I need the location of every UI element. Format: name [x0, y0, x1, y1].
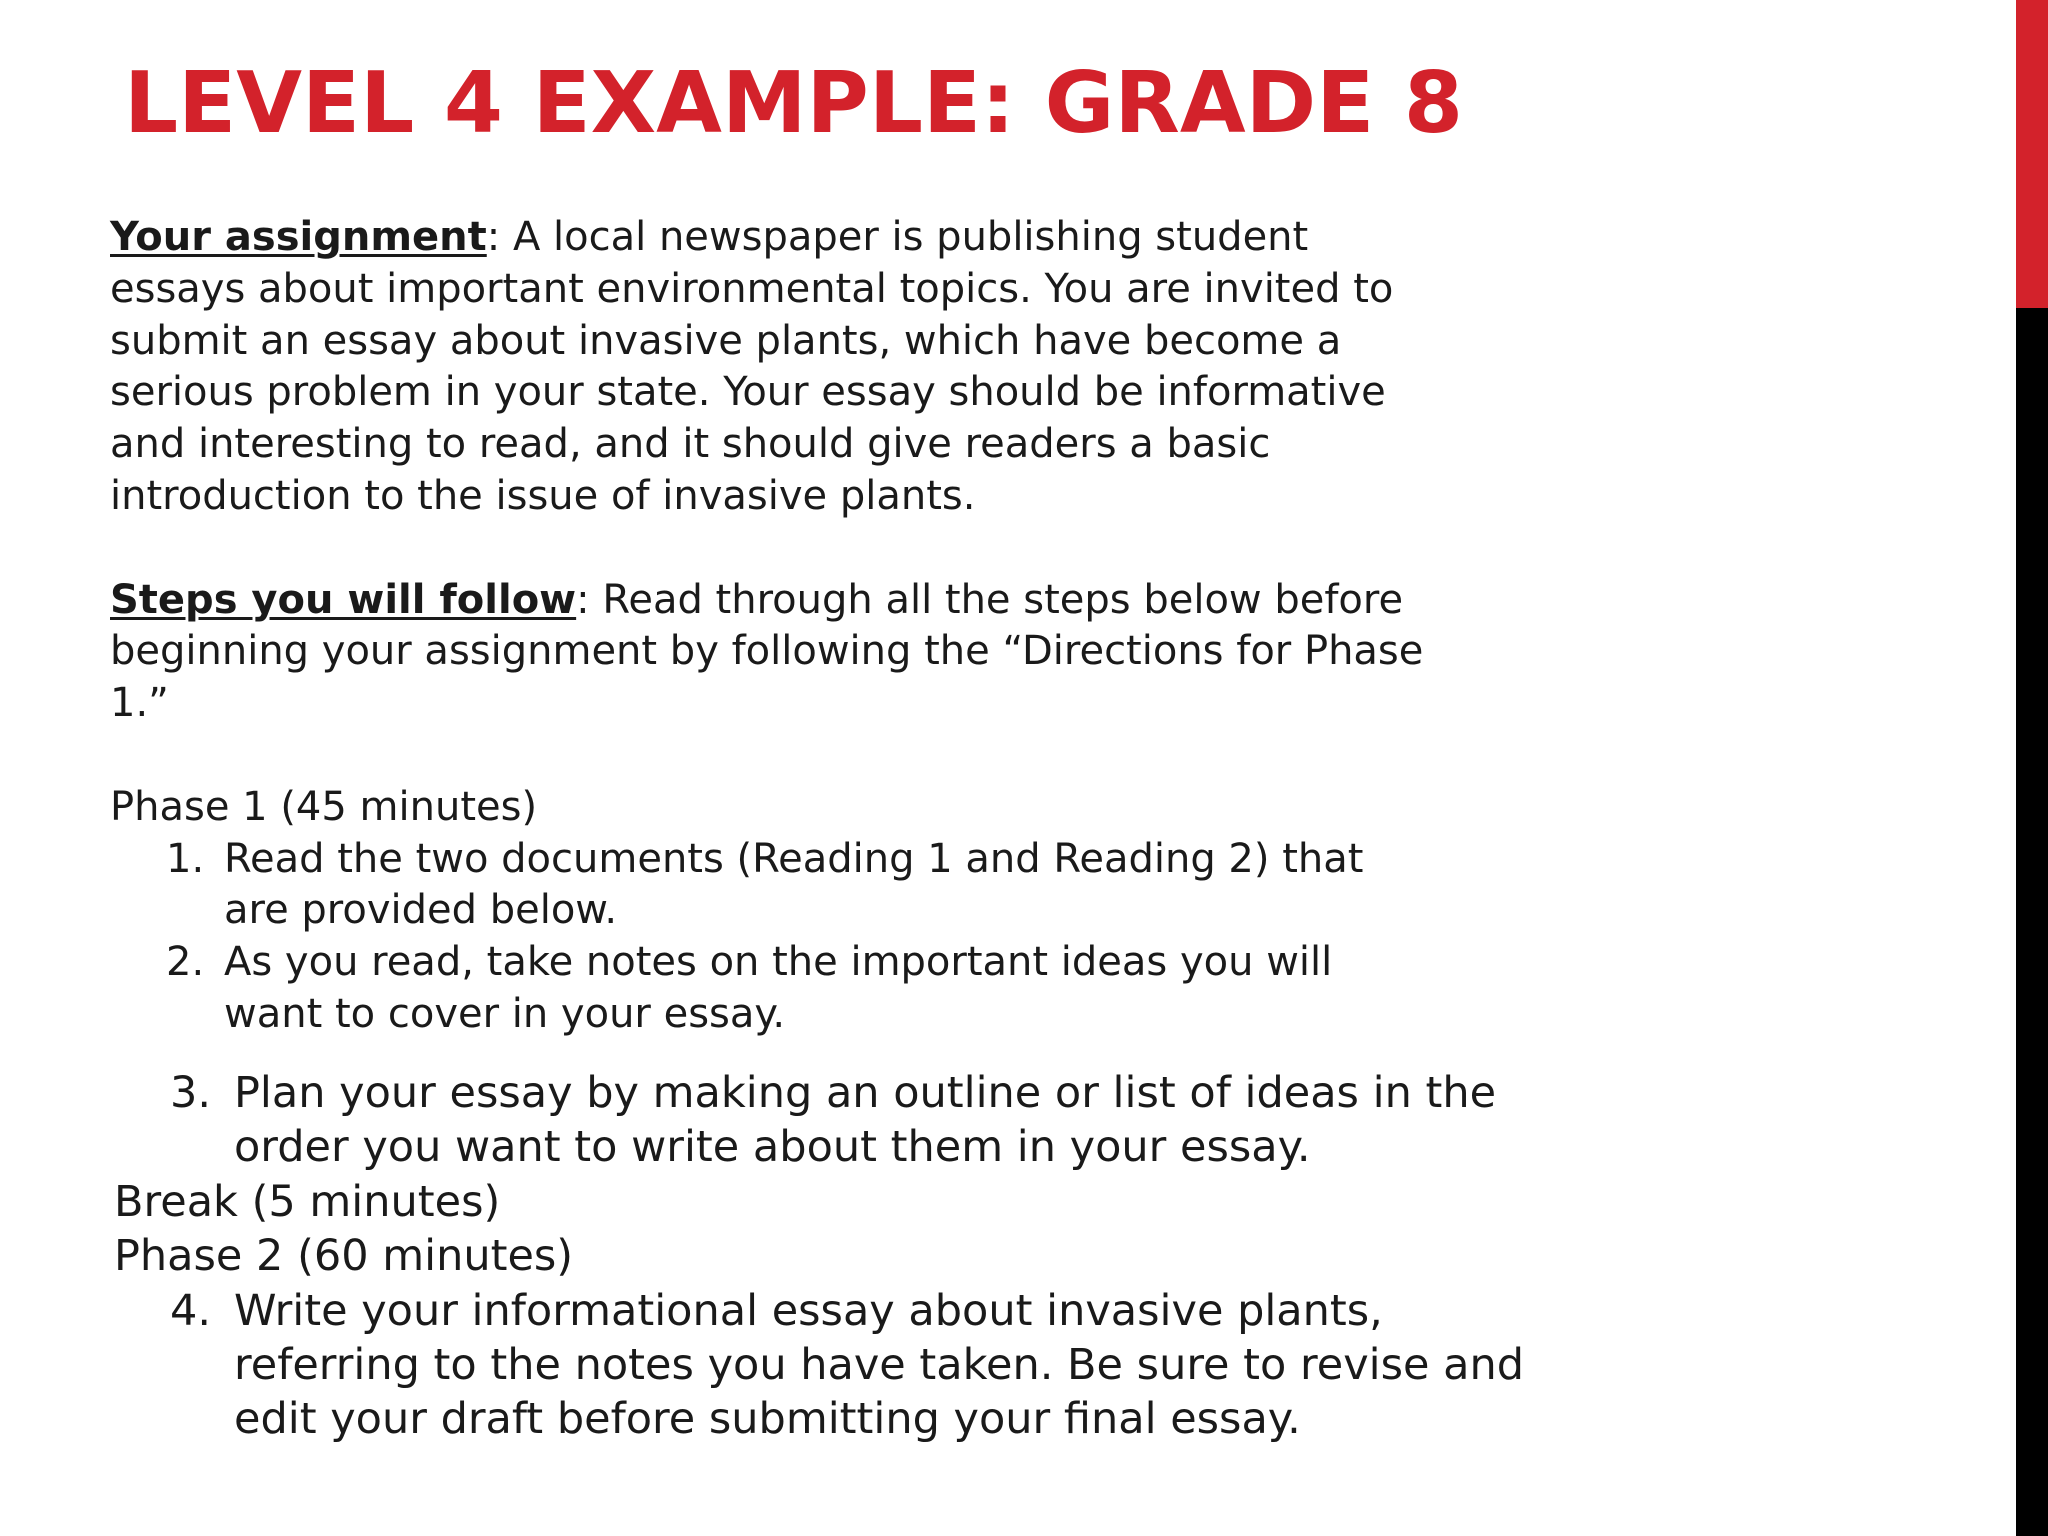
- phase-2-heading: Phase 2 (60 minutes): [114, 1231, 574, 1282]
- step-line: Read the two documents (Reading 1 and Reading 2) that: [224, 835, 1364, 882]
- assignment-line: serious problem in your state. Your essay should be informative: [110, 369, 1386, 416]
- assignment-line: introduction to the issue of invasive plants.: [110, 472, 976, 519]
- assignment-lead: Your assignment: [110, 214, 487, 260]
- paragraph-spacer: [110, 523, 1423, 575]
- step-line: edit your draft before submitting your final essay.: [234, 1394, 1301, 1445]
- assignment-line: and interesting to read, and it should give readers a basic: [110, 421, 1271, 468]
- list-item: [114, 1066, 1524, 1175]
- step-line: Plan your essay by making an outline or list of ideas in the: [234, 1068, 1497, 1118]
- step-number: 1.: [166, 835, 205, 882]
- step-line: order you want to write about them in your essay.: [234, 1122, 1311, 1173]
- assignment-line: submit an essay about invasive plants, which have become a: [110, 317, 1342, 364]
- list-item: [110, 937, 1423, 1041]
- step-number: 2.: [166, 939, 205, 986]
- steps-intro-paragraph: [110, 575, 1423, 730]
- step-number: 3.: [170, 1068, 212, 1118]
- phase-1-heading: Phase 1 (45 minutes): [110, 783, 538, 830]
- phase-1-steps-continued: [114, 1066, 1524, 1175]
- document-excerpt-lower: [114, 1066, 1524, 1447]
- break-heading: Break (5 minutes): [114, 1176, 501, 1227]
- assignment-line: [110, 212, 1423, 264]
- steps-intro-line-text: : Read through all the steps below before: [576, 576, 1404, 623]
- steps-intro-lead: Steps you will follow: [110, 576, 577, 623]
- step-line: are provided below.: [224, 887, 618, 934]
- step-line: referring to the notes you have taken. Be sure to revise and: [234, 1340, 1525, 1391]
- paragraph-spacer: [110, 730, 1423, 782]
- document-excerpt-upper: [110, 212, 1423, 1041]
- steps-intro-line: [110, 575, 1423, 627]
- phase-2-steps: [114, 1284, 1524, 1447]
- assignment-line-text: : A local newspaper is publishing student: [486, 214, 1309, 260]
- accent-bar-black: [2016, 308, 2048, 1536]
- slide-title: LEVEL 4 EXAMPLE: GRADE 8: [124, 54, 1463, 153]
- accent-bar-red: [2016, 0, 2048, 308]
- phase-1-steps: [110, 834, 1423, 1041]
- assignment-paragraph: [110, 212, 1423, 523]
- list-item: [110, 834, 1423, 938]
- step-line: As you read, take notes on the important ideas you will: [224, 939, 1333, 986]
- assignment-line: essays about important environmental topics. You are invited to: [110, 265, 1394, 312]
- step-line: Write your informational essay about invasive plants,: [234, 1285, 1383, 1336]
- steps-intro-line: beginning your assignment by following the “Directions for Phase: [110, 628, 1424, 675]
- step-line: want to cover in your essay.: [224, 990, 786, 1037]
- steps-intro-line: 1.”: [110, 680, 169, 727]
- list-item: [114, 1284, 1524, 1447]
- step-number: 4.: [170, 1285, 212, 1336]
